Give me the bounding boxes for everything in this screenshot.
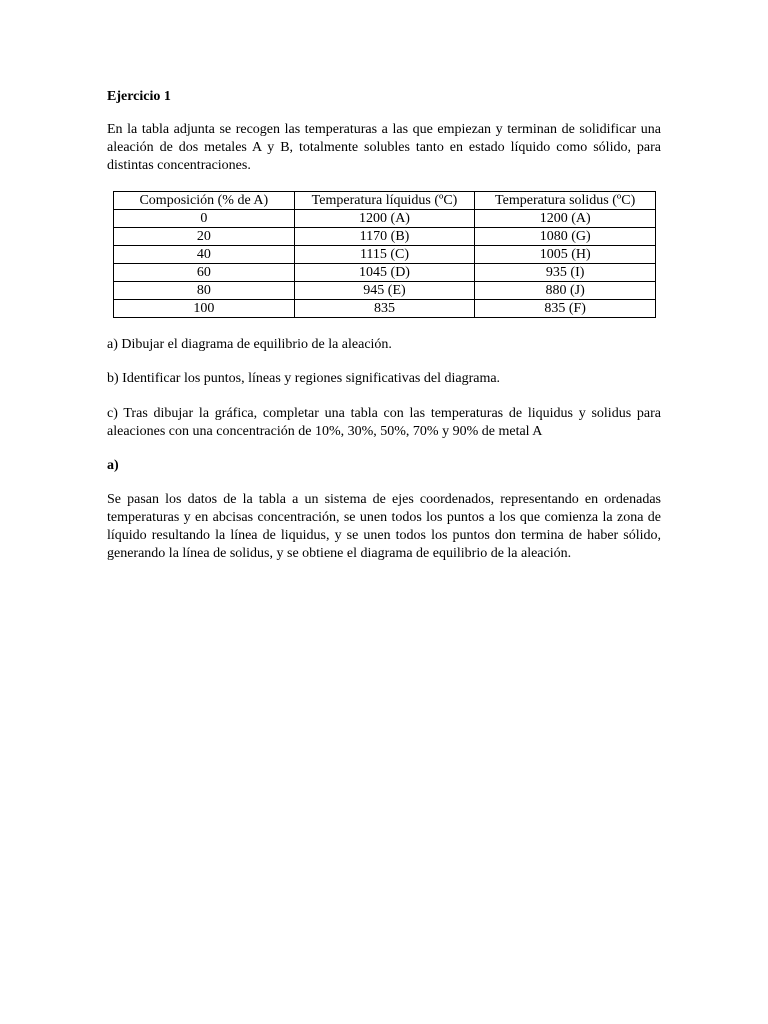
cell-solidus: 1080 (G) (475, 228, 656, 246)
cell-composition: 60 (114, 264, 295, 282)
table-row (114, 228, 656, 246)
table-row (114, 282, 656, 300)
cell-composition: 0 (114, 210, 295, 228)
cell-composition: 40 (114, 246, 295, 264)
exercise-title: Ejercicio 1 (107, 89, 171, 104)
cell-composition: 20 (114, 228, 295, 246)
cell-liquidus: 1200 (A) (294, 210, 475, 228)
header-solidus: Temperatura solidus (ºC) (475, 192, 656, 210)
question-b: b) Identificar los puntos, líneas y regiones significativas del diagrama. (107, 371, 501, 386)
table-header-row (114, 192, 656, 210)
cell-solidus: 1200 (A) (475, 210, 656, 228)
table-row (114, 264, 656, 282)
cell-solidus: 880 (J) (475, 282, 656, 300)
cell-composition: 80 (114, 282, 295, 300)
cell-solidus: 935 (I) (475, 264, 656, 282)
header-liquidus: Temperatura líquidus (ºC) (294, 192, 475, 210)
answer-heading: a) (107, 458, 119, 473)
cell-liquidus: 945 (E) (294, 282, 475, 300)
table-row (114, 246, 656, 264)
cell-liquidus: 1115 (C) (294, 246, 475, 264)
intro-paragraph: En la tabla adjunta se recogen las temperaturas a las que empiezan y terminan de solidificar una aleación de dos metales A y B, totalmente solubles tanto en estado líquido como sólido, para distintas concentraciones. (107, 122, 661, 173)
header-composition: Composición (% de A) (114, 192, 295, 210)
table-row (114, 210, 656, 228)
cell-liquidus: 1170 (B) (294, 228, 475, 246)
temperature-table (113, 191, 656, 318)
document-page (107, 88, 661, 563)
cell-liquidus: 835 (294, 300, 475, 318)
cell-solidus: 1005 (H) (475, 246, 656, 264)
cell-liquidus: 1045 (D) (294, 264, 475, 282)
table-row (114, 300, 656, 318)
cell-solidus: 835 (F) (475, 300, 656, 318)
question-c: c) Tras dibujar la gráfica, completar una tabla con las temperaturas de liquidus y solidus para aleaciones con una concentración de 10%, 30%, 50%, 70% y 90% de metal A (107, 406, 661, 439)
cell-composition: 100 (114, 300, 295, 318)
question-a: a) Dibujar el diagrama de equilibrio de la aleación. (107, 337, 392, 352)
answer-paragraph: Se pasan los datos de la tabla a un sistema de ejes coordenados, representando en ordenadas temperaturas y en abcisas concentración, se unen todos los puntos a los que comienza la zona de líquido resultando la línea de liquidus, y se unen todos los puntos don termina de haber sólido, generando la línea de solidus, y se obtiene el diagrama de equilibrio de la aleación. (107, 492, 661, 561)
